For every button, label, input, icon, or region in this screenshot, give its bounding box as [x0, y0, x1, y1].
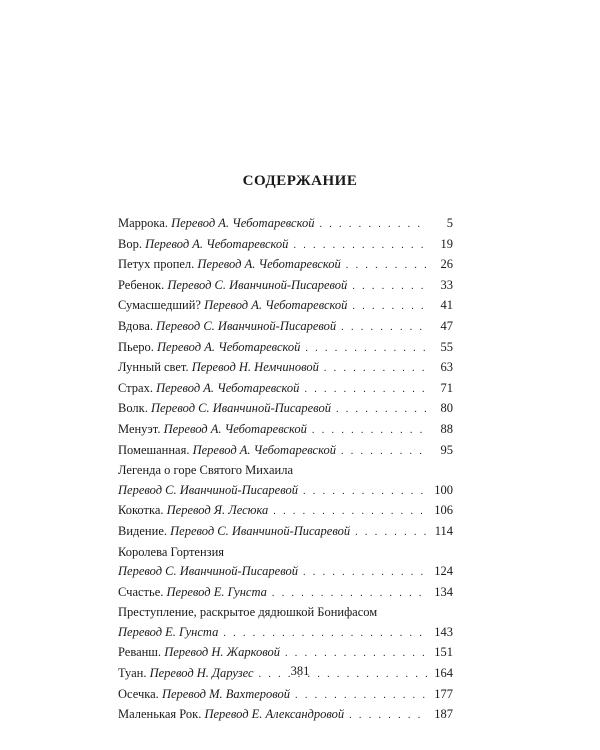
entry-translation: Перевод М. Вахтеровой: [161, 686, 291, 701]
entry-page: 124: [434, 564, 453, 579]
toc-entry: [118, 685, 453, 706]
entry-translation: Перевод Я. Лесюка: [166, 503, 269, 518]
entry-translation: Перевод Н. Немчиновой: [191, 360, 319, 375]
entry-page: 19: [440, 236, 453, 251]
entry-page: 100: [434, 482, 453, 497]
entry-title: Счастье.: [118, 584, 164, 599]
dot-leader: [272, 584, 427, 604]
toc-entry: [118, 522, 453, 543]
entry-translation: Перевод Н. Жарковой: [164, 645, 280, 660]
entry-translation: Перевод А. Чеботаревской: [197, 257, 341, 272]
entry-title: Менуэт.: [118, 421, 161, 436]
entry-page: 114: [434, 523, 453, 538]
toc-entry: [118, 214, 453, 235]
toc-entry: [118, 603, 453, 643]
entry-title: Реванш.: [118, 645, 162, 660]
dot-leader: [346, 256, 427, 276]
entry-page: 177: [434, 686, 453, 701]
entry-title: Маррока.: [118, 216, 168, 230]
entry-page: 33: [440, 277, 453, 292]
toc-entry: [118, 420, 453, 441]
toc-entry: [118, 296, 453, 317]
dot-leader: [293, 236, 427, 256]
entry-title: Ребенок.: [118, 277, 165, 292]
dot-leader: [341, 442, 427, 462]
entry-title: Королева Гортензия: [118, 544, 225, 559]
dot-leader: [324, 359, 427, 379]
page-number: 381: [290, 664, 310, 678]
entry-page: 187: [434, 707, 453, 722]
entry-translation: Перевод Е. Гунста: [166, 584, 267, 599]
toc-entry: [118, 461, 453, 501]
entry-title: Петух пропел.: [118, 257, 195, 272]
entry-page: 151: [434, 645, 453, 660]
toc-entry: [118, 501, 453, 522]
dot-leader: [295, 686, 427, 706]
entry-translation: Перевод С. Иванчиной-Писаревой: [167, 277, 348, 292]
toc-entry: [118, 583, 453, 604]
entry-translation: Перевод А. Чеботаревской: [157, 339, 301, 354]
dot-leader: [303, 482, 427, 502]
dot-leader: [352, 297, 427, 317]
entry-page: 55: [440, 339, 453, 354]
entry-translation: Перевод А. Чеботаревской: [163, 421, 307, 436]
entry-title: Видение.: [118, 523, 167, 538]
entry-page: 71: [440, 380, 453, 395]
toc-entry: [118, 705, 453, 726]
entry-translation: Перевод А. Чеботаревской: [192, 442, 336, 457]
entry-translation: Перевод С. Иванчиной-Писаревой: [118, 482, 298, 497]
page-title: СОДЕРЖАНИЕ: [242, 173, 358, 189]
toc-entry: [118, 235, 453, 256]
entry-page: 47: [440, 318, 453, 333]
dot-leader: [352, 277, 427, 297]
dot-leader: [312, 421, 427, 441]
entry-translation: Перевод Е. Гунста: [118, 624, 219, 639]
entry-title: Кокотка.: [118, 503, 164, 518]
entry-page: 5: [446, 216, 453, 230]
dot-leader: [223, 624, 427, 644]
entry-page: 95: [440, 442, 453, 457]
dot-leader: [303, 563, 427, 583]
dot-leader: [349, 706, 427, 726]
entry-title: Осечка.: [118, 686, 159, 701]
toc-entry: [118, 379, 453, 400]
entry-page: 134: [434, 584, 453, 599]
table-of-contents: [118, 214, 453, 726]
entry-title: Маленькая Рок.: [118, 707, 202, 722]
toc-entry: [118, 338, 453, 359]
dot-leader: [336, 400, 427, 420]
toc-entry: [118, 543, 453, 583]
entry-page: 26: [440, 257, 453, 272]
entry-title: Преступление, раскрытое дядюшкой Бонифасом: [118, 605, 378, 620]
entry-translation: Перевод А. Чеботаревской: [156, 380, 300, 395]
entry-translation: Перевод С. Иванчиной-Писаревой: [150, 401, 331, 416]
entry-translation: Перевод А. Чеботаревской: [145, 236, 289, 251]
entry-translation: Перевод С. Иванчиной-Писаревой: [156, 318, 337, 333]
dot-leader: [304, 380, 427, 400]
entry-title: Лунный свет.: [118, 360, 189, 375]
toc-entry: [118, 441, 453, 462]
entry-page: 143: [434, 624, 453, 639]
entry-translation: Перевод А. Чеботаревской: [204, 298, 348, 313]
entry-translation: Перевод Е. Александровой: [204, 707, 345, 722]
entry-title: Страх.: [118, 380, 153, 395]
dot-leader: [285, 644, 427, 664]
entry-title: Туан.: [118, 666, 147, 681]
entry-title: Волк.: [118, 401, 148, 416]
entry-title: Сумасшедший?: [118, 298, 201, 313]
entry-translation: Перевод А. Чеботаревской: [171, 216, 315, 230]
entry-translation: Перевод С. Иванчиной-Писаревой: [118, 564, 298, 579]
entry-page: 63: [440, 360, 453, 375]
toc-entry: [118, 255, 453, 276]
entry-page: 80: [440, 401, 453, 416]
entry-title: Пьеро.: [118, 339, 154, 354]
entry-translation: Перевод С. Иванчиной-Писаревой: [170, 523, 351, 538]
dot-leader: [305, 339, 427, 359]
toc-entry: [118, 358, 453, 379]
dot-leader: [355, 523, 427, 543]
entry-page: 41: [440, 298, 453, 313]
entry-title: Вор.: [118, 236, 142, 251]
entry-title: Помешанная.: [118, 442, 190, 457]
toc-entry: [118, 643, 453, 664]
dot-leader: [319, 215, 427, 235]
dot-leader: [341, 318, 427, 338]
dot-leader: [273, 502, 427, 522]
entry-title: Легенда о горе Святого Михаила: [118, 463, 294, 478]
toc-entry: [118, 276, 453, 297]
entry-page: 88: [440, 421, 453, 436]
toc-entry: [118, 317, 453, 338]
toc-entry: [118, 399, 453, 420]
entry-translation: Перевод Н. Дарузес: [149, 666, 254, 681]
entry-page: 106: [434, 503, 453, 518]
entry-page: 164: [434, 666, 453, 681]
entry-title: Вдова.: [118, 318, 154, 333]
